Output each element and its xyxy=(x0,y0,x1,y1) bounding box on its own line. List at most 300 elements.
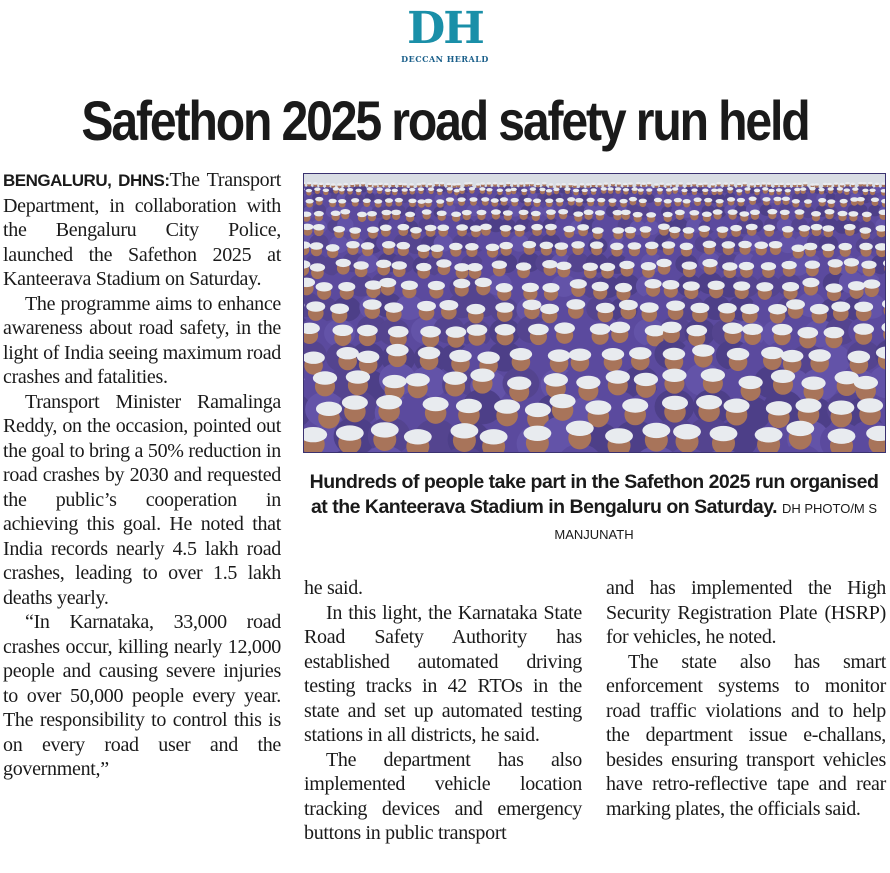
runner-cap xyxy=(355,182,360,185)
runner-cap xyxy=(417,301,436,311)
runner-cap xyxy=(608,198,616,203)
runner-cap xyxy=(564,187,570,191)
runner-cap xyxy=(338,282,355,291)
runner-cap xyxy=(768,304,787,314)
runner-cap xyxy=(428,281,445,290)
runner-cap xyxy=(410,227,422,233)
runner-cap xyxy=(310,242,324,249)
runner-cap xyxy=(446,197,454,202)
runner-cap xyxy=(546,189,552,193)
runner-cap xyxy=(583,263,598,271)
article-column-3 xyxy=(606,576,886,821)
runner-cap xyxy=(662,396,688,410)
runner-cap xyxy=(607,187,613,191)
runner-cap xyxy=(609,322,630,333)
runner-cap xyxy=(727,348,749,360)
runner-cap xyxy=(382,375,406,388)
runner-cap xyxy=(794,188,800,192)
runner-cap xyxy=(673,424,701,439)
runner-cap xyxy=(332,325,353,336)
runner-cap xyxy=(476,210,486,216)
runner-cap xyxy=(437,189,443,193)
runner-cap xyxy=(496,283,513,292)
runner-cap xyxy=(666,188,672,192)
runner-cap xyxy=(521,189,527,193)
runner-cap xyxy=(686,182,691,185)
runner-cap xyxy=(672,187,678,191)
runner-cap xyxy=(519,182,524,185)
runner-cap xyxy=(355,189,361,193)
runner-cap xyxy=(533,199,541,204)
runner-cap xyxy=(840,183,845,186)
runner-cap xyxy=(542,260,557,268)
runner-cap xyxy=(391,210,401,216)
runner-cap xyxy=(367,211,377,217)
runner-cap xyxy=(469,197,477,202)
runner-cap xyxy=(641,262,656,270)
article-paragraph: The state also has smart enforcement systems to monitor road traffic violations and to help the department issue e-challans, besides ensuring transport vehicles have retro-reflective tape and rear marking plates, the officials said. xyxy=(606,650,886,820)
runner-cap xyxy=(605,428,633,443)
runner-cap xyxy=(774,183,779,186)
runner-cap xyxy=(792,199,800,204)
runner-cap xyxy=(739,376,763,389)
runner-cap xyxy=(766,401,792,415)
runner-cap xyxy=(851,183,856,186)
runner-cap xyxy=(749,197,757,202)
runner-cap xyxy=(716,199,724,204)
photo-credit: DH PHOTO/M S MANJUNATH xyxy=(554,501,878,542)
runner-cap xyxy=(347,188,353,192)
runner-cap xyxy=(511,188,517,192)
runner-cap xyxy=(786,183,791,186)
runner-cap xyxy=(477,352,499,364)
runner-cap xyxy=(647,182,652,185)
runner-cap xyxy=(664,199,672,204)
news-photo xyxy=(303,173,886,453)
runner-cap xyxy=(405,212,415,218)
runner-cap xyxy=(791,244,805,251)
runner-cap xyxy=(722,262,737,270)
runner-cap xyxy=(476,183,481,186)
runner-cap xyxy=(391,182,396,185)
runner-cap xyxy=(540,242,554,249)
runner-cap xyxy=(573,183,578,186)
runner-cap xyxy=(662,369,686,382)
runner-cap xyxy=(782,226,794,232)
runner-cap xyxy=(742,182,747,185)
runner-cap xyxy=(658,223,670,229)
runner-cap xyxy=(794,209,804,215)
runner-cap xyxy=(737,183,742,186)
runner-cap xyxy=(326,244,340,251)
runner-cap xyxy=(397,224,409,230)
runner-cap xyxy=(604,182,609,185)
runner-cap xyxy=(662,241,676,248)
runner-cap xyxy=(780,210,790,216)
runner-cap xyxy=(592,282,609,291)
newspaper-name: DECCAN HERALD xyxy=(401,54,489,64)
runner-cap xyxy=(436,259,451,267)
runner-cap xyxy=(756,282,773,291)
runner-cap xyxy=(824,327,845,338)
runner-cap xyxy=(371,422,399,437)
runner-cap xyxy=(722,323,743,334)
runner-cap xyxy=(727,187,733,191)
runner-cap xyxy=(523,426,551,441)
runner-cap xyxy=(848,281,865,290)
runner-cap xyxy=(782,197,790,202)
runner-cap xyxy=(351,198,359,203)
runner-cap xyxy=(495,324,516,335)
runner-cap xyxy=(727,197,735,202)
runner-cap xyxy=(542,283,559,292)
runner-cap xyxy=(470,225,482,231)
article-paragraph: he said. xyxy=(304,577,363,599)
runner-cap xyxy=(313,371,337,384)
runner-cap xyxy=(694,198,702,203)
runner-cap xyxy=(828,259,843,267)
runner-cap xyxy=(306,301,325,311)
runner-cap xyxy=(510,348,532,360)
runner-cap xyxy=(678,182,683,185)
runner-cap xyxy=(506,182,511,185)
runner-cap xyxy=(466,304,485,314)
runner-cap xyxy=(310,263,325,271)
runner-cap xyxy=(342,395,368,409)
runner-cap xyxy=(654,183,659,186)
runner-cap xyxy=(561,183,566,186)
runner-cap xyxy=(711,188,717,192)
article-paragraph: and has implemented the High Security Registration Plate (HSRP) for vehicles, he noted. xyxy=(606,577,886,648)
runner-cap xyxy=(313,224,325,230)
runner-cap xyxy=(623,183,628,186)
runner-cap xyxy=(661,322,682,333)
runner-cap xyxy=(800,187,806,191)
runner-cap xyxy=(848,351,870,363)
runner-cap xyxy=(315,197,323,202)
runner-cap xyxy=(773,197,781,202)
runner-cap xyxy=(530,187,536,191)
runner-cap xyxy=(634,373,658,386)
runner-cap xyxy=(701,368,725,381)
runner-cap xyxy=(857,197,865,202)
runner-cap xyxy=(742,324,763,335)
runner-cap xyxy=(368,182,373,185)
runner-cap xyxy=(802,278,819,287)
runner-cap xyxy=(486,188,492,192)
runner-cap xyxy=(511,198,519,203)
runner-cap xyxy=(402,183,407,186)
runner-cap xyxy=(662,280,679,289)
runner-cap xyxy=(612,227,624,233)
runner-cap xyxy=(467,324,488,335)
runner-cap xyxy=(683,281,700,290)
runner-cap xyxy=(862,182,867,185)
runner-cap xyxy=(659,182,664,185)
runner-cap xyxy=(666,300,685,310)
runner-cap xyxy=(495,302,514,312)
runner-cap xyxy=(755,427,783,442)
runner-cap xyxy=(810,183,815,186)
runner-cap xyxy=(762,197,770,202)
runner-cap xyxy=(546,209,556,215)
runner-cap xyxy=(513,182,518,185)
runner-cap xyxy=(663,348,685,360)
runner-cap xyxy=(585,400,611,414)
runner-cap xyxy=(686,325,707,336)
runner-cap xyxy=(592,227,604,233)
runner-cap xyxy=(529,182,534,185)
runner-cap xyxy=(792,183,797,186)
runner-cap xyxy=(323,189,329,193)
runner-cap xyxy=(486,244,500,251)
runner-cap xyxy=(333,226,345,232)
runner-cap xyxy=(730,182,735,185)
runner-cap xyxy=(408,199,416,204)
runner-cap xyxy=(663,212,673,218)
runner-cap xyxy=(831,301,850,311)
runner-cap xyxy=(316,402,342,416)
runner-cap xyxy=(479,187,485,191)
runner-cap xyxy=(475,278,492,287)
runner-cap xyxy=(811,224,823,230)
runner-cap xyxy=(606,370,630,383)
runner-cap xyxy=(597,183,602,186)
photo-caption xyxy=(303,470,885,547)
runner-cap xyxy=(361,182,366,185)
runner-cap xyxy=(763,225,775,231)
runner-cap xyxy=(730,225,742,231)
runner-cap xyxy=(437,211,447,217)
runner-cap xyxy=(767,182,772,185)
runner-cap xyxy=(680,243,694,250)
runner-cap xyxy=(708,281,725,290)
runner-cap xyxy=(808,349,830,361)
runner-cap xyxy=(553,188,559,192)
runner-cap xyxy=(580,183,585,186)
runner-cap xyxy=(690,303,709,313)
runner-cap xyxy=(623,188,629,192)
runner-cap xyxy=(331,183,336,186)
runner-cap xyxy=(380,225,392,231)
runner-cap xyxy=(575,198,583,203)
runner-cap xyxy=(717,188,723,192)
runner-cap xyxy=(814,183,819,186)
runner-cap xyxy=(733,281,750,290)
runner-cap xyxy=(492,261,507,269)
runner-cap xyxy=(554,322,575,333)
runner-cap xyxy=(314,187,320,191)
runner-cap xyxy=(388,326,409,337)
runner-cap xyxy=(761,347,783,359)
runner-cap xyxy=(767,209,777,215)
runner-cap xyxy=(458,197,466,202)
runner-cap xyxy=(491,209,501,215)
runner-cap xyxy=(363,299,382,309)
runner-cap xyxy=(674,198,682,203)
runner-cap xyxy=(349,227,361,233)
runner-cap xyxy=(827,187,833,191)
runner-cap xyxy=(844,188,850,192)
runner-cap xyxy=(798,225,810,231)
caption-text: Hundreds of people take part in the Safethon 2025 run organised at the Kanteerava Stadium in Bengaluru on Saturday. xyxy=(309,471,879,518)
runner-cap xyxy=(406,373,430,386)
runner-cap xyxy=(392,189,398,193)
runner-cap xyxy=(782,282,799,291)
runner-cap xyxy=(558,209,568,215)
runner-cap xyxy=(754,189,760,193)
runner-cap xyxy=(343,183,348,186)
runner-cap xyxy=(862,189,868,193)
runner-cap xyxy=(871,198,879,203)
runner-cap xyxy=(702,259,717,267)
runner-cap xyxy=(363,199,371,204)
runner-cap xyxy=(465,243,479,250)
runner-cap xyxy=(590,323,611,334)
runner-cap xyxy=(744,187,750,191)
runner-cap xyxy=(769,241,783,248)
runner-cap xyxy=(428,183,433,186)
runner-cap xyxy=(724,399,750,413)
runner-cap xyxy=(357,325,378,336)
article-paragraph: The programme aims to enhance awareness about road safety, in the light of India seeing maximum road crashes and fatalities. xyxy=(3,292,281,388)
runner-cap xyxy=(425,225,437,231)
runner-cap xyxy=(750,183,755,186)
runner-cap xyxy=(762,187,768,191)
runner-cap xyxy=(761,262,776,270)
runner-cap xyxy=(640,226,652,232)
runner-cap xyxy=(382,241,396,248)
runner-cap xyxy=(740,304,759,314)
runner-cap xyxy=(493,182,498,185)
runner-cap xyxy=(696,395,722,409)
runner-cap xyxy=(440,182,445,185)
runner-cap xyxy=(621,210,631,216)
runner-cap xyxy=(555,242,569,249)
runner-cap xyxy=(350,182,355,185)
runner-cap xyxy=(617,182,622,185)
runner-cap xyxy=(486,182,491,185)
runner-cap xyxy=(809,187,815,191)
runner-cap xyxy=(424,199,432,204)
runner-cap xyxy=(340,209,350,215)
runner-cap xyxy=(439,300,458,310)
runner-cap xyxy=(556,183,561,186)
runner-cap xyxy=(422,209,432,215)
runner-cap xyxy=(418,187,424,191)
runner-cap xyxy=(416,263,431,271)
runner-cap xyxy=(645,279,662,288)
runner-cap xyxy=(786,421,814,436)
runner-cap xyxy=(641,182,646,185)
runner-cap xyxy=(810,304,829,314)
runner-cap xyxy=(828,400,854,414)
runner-cap xyxy=(386,344,408,356)
runner-cap xyxy=(566,421,594,436)
masthead xyxy=(0,3,890,64)
runner-cap xyxy=(771,370,795,383)
runner-cap xyxy=(384,183,389,186)
runner-cap xyxy=(417,245,431,252)
runner-cap xyxy=(737,198,745,203)
runner-cap xyxy=(801,376,825,389)
runner-cap xyxy=(797,182,802,185)
runner-cap xyxy=(536,183,541,186)
runner-cap xyxy=(629,347,651,359)
runner-cap xyxy=(401,281,418,290)
runner-cap xyxy=(470,368,494,381)
runner-cap xyxy=(522,300,541,310)
runner-cap xyxy=(754,241,768,248)
runner-cap xyxy=(795,398,821,412)
runner-cap xyxy=(401,188,407,192)
runner-cap xyxy=(646,212,656,218)
runner-cap xyxy=(822,244,836,251)
runner-cap xyxy=(409,188,415,192)
runner-cap xyxy=(639,199,647,204)
runner-cap xyxy=(531,224,543,230)
runner-cap xyxy=(657,188,663,192)
runner-cap xyxy=(619,199,627,204)
runner-cap xyxy=(525,182,530,185)
runner-cap xyxy=(631,187,637,191)
runner-cap xyxy=(590,241,604,248)
runner-cap xyxy=(330,304,349,314)
runner-cap xyxy=(333,187,339,191)
runner-cap xyxy=(499,182,504,185)
runner-cap xyxy=(853,323,874,334)
runner-cap xyxy=(781,350,803,362)
runner-cap xyxy=(845,182,850,185)
runner-cap xyxy=(539,188,545,192)
runner-cap xyxy=(314,211,324,217)
runner-cap xyxy=(468,182,473,185)
runner-cap xyxy=(637,188,643,192)
runner-cap xyxy=(524,198,532,203)
runner-cap xyxy=(306,199,314,204)
runner-cap xyxy=(313,182,318,185)
dh-logo: DH xyxy=(407,3,483,54)
runner-cap xyxy=(336,425,364,440)
runner-cap xyxy=(373,183,378,186)
runner-cap xyxy=(772,324,793,335)
runner-cap xyxy=(544,373,568,386)
runner-cap xyxy=(459,187,465,191)
runner-cap xyxy=(417,183,422,186)
runner-cap xyxy=(507,377,531,390)
runner-cap xyxy=(859,243,873,250)
runner-cap xyxy=(857,398,883,412)
crowd-photo-illustration xyxy=(304,174,885,452)
runner-cap xyxy=(629,197,637,202)
runner-cap xyxy=(573,189,579,193)
runner-cap xyxy=(610,243,624,250)
runner-cap xyxy=(367,187,373,191)
runner-cap xyxy=(367,226,379,232)
runner-cap xyxy=(710,426,738,441)
runner-cap xyxy=(528,324,549,335)
runner-cap xyxy=(779,182,784,185)
runner-cap xyxy=(642,423,670,438)
runner-cap xyxy=(671,182,676,185)
runner-cap xyxy=(840,199,848,204)
runner-cap xyxy=(452,183,457,186)
runner-cap xyxy=(398,182,403,185)
runner-cap xyxy=(619,261,634,269)
runner-cap xyxy=(531,211,541,217)
runner-cap xyxy=(669,227,681,233)
runner-cap xyxy=(698,183,703,186)
